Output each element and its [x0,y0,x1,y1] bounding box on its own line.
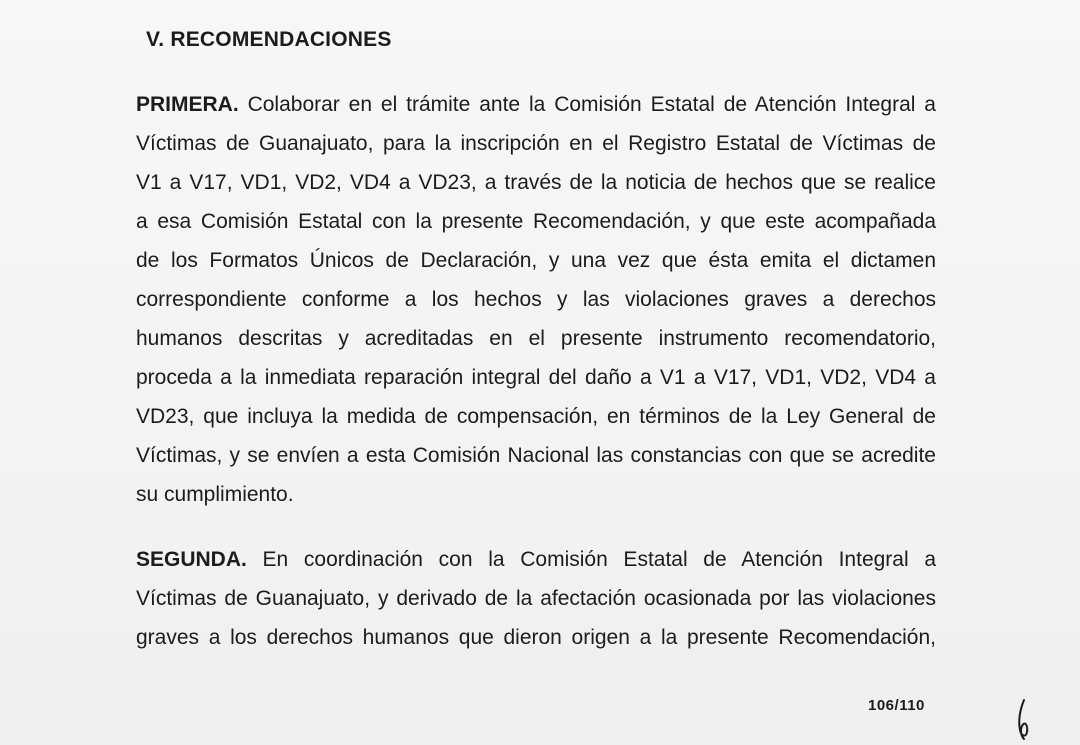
section-heading: V. RECOMENDACIONES [146,28,392,51]
primera-line-11: su cumplimiento. [136,483,294,506]
primera-line-3: V1 a V17, VD1, VD2, VD4 a VD23, a través de la noticia de hechos que se realice [136,171,936,194]
segunda-line-1 [136,540,936,579]
recommendation-primera [136,85,936,514]
recommendation-segunda [136,540,936,657]
page-number: 106/110 [868,697,925,714]
segunda-line-3: graves a los derechos humanos que dieron origen a la presente Recomendación, [136,626,936,649]
primera-line-6: correspondiente conforme a los hechos y las violaciones graves a derechos [136,288,936,311]
signature-mark [1008,696,1038,742]
segunda-lead: SEGUNDA. [136,548,247,571]
primera-line-7: humanos descritas y acreditadas en el presente instrumento recomendatorio, [136,327,936,350]
segunda-line-2: Víctimas de Guanajuato, y derivado de la afectación ocasionada por las violaciones [136,587,936,610]
primera-line-4: a esa Comisión Estatal con la presente Recomendación, y que este acompañada [136,210,936,233]
primera-line-9: VD23, que incluya la medida de compensación, en términos de la Ley General de [136,405,936,428]
primera-line-10: Víctimas, y se envíen a esta Comisión Nacional las constancias con que se acredite [136,444,936,467]
primera-line-1 [136,85,936,124]
segunda-line-1-text: En coordinación con la Comisión Estatal de Atención Integral a [262,548,936,571]
primera-line-8: proceda a la inmediata reparación integral del daño a V1 a V17, VD1, VD2, VD4 a [136,366,936,389]
primera-line-1-text: Colaborar en el trámite ante la Comisión Estatal de Atención Integral a [247,93,936,116]
primera-line-2: Víctimas de Guanajuato, para la inscripción en el Registro Estatal de Víctimas de [136,132,936,155]
primera-line-5: de los Formatos Únicos de Declaración, y una vez que ésta emita el dictamen [136,249,936,272]
primera-lead: PRIMERA. [136,93,239,116]
